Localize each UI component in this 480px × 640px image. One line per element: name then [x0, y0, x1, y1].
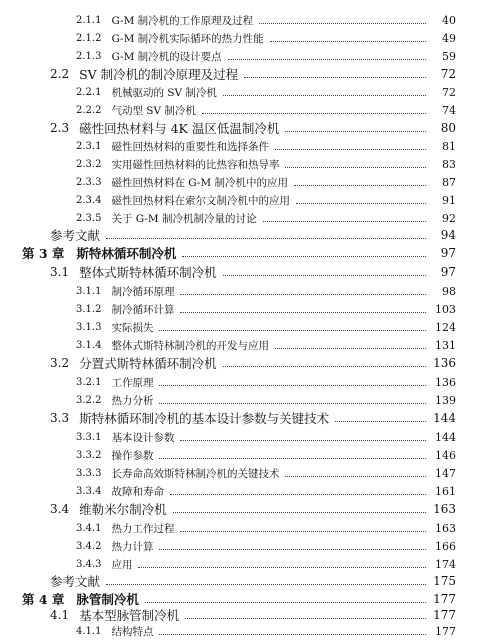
- toc-entry[interactable]: [0, 519, 480, 537]
- toc-entry[interactable]: [0, 101, 480, 119]
- toc-entry-page: 139: [435, 393, 456, 407]
- toc-section-title: 整体式斯特林循环制冷机: [79, 265, 217, 280]
- toc-entry-title: 应用: [111, 558, 133, 571]
- toc-entry[interactable]: [0, 446, 480, 464]
- toc-entry-number: 2.2.2: [76, 104, 102, 116]
- toc-entry-page: 92: [442, 211, 456, 225]
- dot-leader: [275, 347, 426, 349]
- toc-entry-page: 163: [435, 521, 456, 535]
- dot-leader: [185, 617, 426, 619]
- toc-entry-page: 49: [442, 31, 456, 45]
- toc-section-number: 3.3: [50, 411, 70, 425]
- toc-section-number: 3.2: [50, 356, 70, 370]
- toc-entry[interactable]: [0, 29, 480, 47]
- dot-leader: [173, 511, 426, 513]
- toc-entry-title: 热力计算: [111, 540, 154, 553]
- toc-entry-page: 124: [435, 320, 456, 334]
- toc-references[interactable]: [0, 226, 480, 244]
- toc-section-number: 2.3: [50, 121, 70, 135]
- toc-entry-number: 2.2.1: [76, 86, 102, 98]
- toc-entry[interactable]: [0, 282, 480, 300]
- toc-entry-title: 工作原理: [111, 376, 154, 389]
- toc-entry-title: 热力工作过程: [111, 522, 175, 535]
- toc-entry-page: 103: [435, 302, 456, 316]
- toc-entry[interactable]: [0, 137, 480, 155]
- dot-leader: [294, 184, 426, 186]
- toc-section-number: 3.1: [50, 265, 70, 279]
- toc-entry-title: 实用磁性回热材料的比热容和热导率: [111, 158, 280, 171]
- toc-entry-number: 2.3.4: [76, 194, 102, 206]
- toc-entry-page: 166: [435, 539, 456, 553]
- toc-entry-number: 2.1.2: [76, 32, 102, 44]
- toc-entry-number: 3.1.2: [76, 303, 102, 315]
- toc-entry[interactable]: [0, 428, 480, 446]
- toc-chapter-page: 97: [440, 246, 456, 260]
- toc-entry-number: 3.4.3: [76, 558, 102, 570]
- toc-references-title: 参考文献: [50, 228, 101, 243]
- dot-leader: [202, 112, 426, 114]
- dot-leader: [159, 633, 426, 635]
- toc-entry-number: 3.3.1: [76, 431, 102, 443]
- toc-entry[interactable]: [0, 482, 480, 500]
- toc-entry-page: 98: [442, 284, 456, 298]
- dot-leader: [159, 548, 426, 550]
- toc-entry-number: 2.1.3: [76, 50, 102, 62]
- toc-entry-number: 2.3.2: [76, 158, 102, 170]
- toc-entry-page: 87: [442, 175, 456, 189]
- dot-leader: [244, 76, 426, 78]
- dot-leader: [259, 22, 426, 24]
- toc-entry[interactable]: [0, 622, 480, 640]
- dot-leader: [180, 530, 426, 532]
- toc-entry[interactable]: [0, 191, 480, 209]
- toc-section[interactable]: [0, 409, 480, 427]
- toc-entry-title: 热力分析: [111, 394, 154, 407]
- toc-entry[interactable]: [0, 47, 480, 65]
- toc-entry-title: G-M 制冷机的工作原理及过程: [111, 14, 254, 27]
- toc-section-title: 基本型脉管制冷机: [79, 608, 180, 623]
- toc-entry[interactable]: [0, 83, 480, 101]
- toc-entry-number: 3.3.2: [76, 449, 102, 461]
- dot-leader: [335, 420, 426, 422]
- dot-leader: [180, 293, 426, 295]
- toc-entry[interactable]: [0, 336, 480, 354]
- toc-entry-page: 136: [435, 375, 456, 389]
- toc-chapter-number: 第 4 章: [22, 592, 65, 607]
- toc-section-number: 2.2: [50, 67, 70, 81]
- toc-section-title: 分置式斯特林循环制冷机: [79, 356, 217, 371]
- toc-entry-page: 91: [442, 193, 456, 207]
- toc-entry-number: 3.4.1: [76, 522, 102, 534]
- dot-leader: [285, 475, 426, 477]
- toc-entry-page: 144: [435, 430, 456, 444]
- toc-references[interactable]: [0, 572, 480, 590]
- toc-entry-title: 制冷循环计算: [111, 303, 175, 316]
- toc-entry-number: 3.2.2: [76, 394, 102, 406]
- dot-leader: [223, 94, 426, 96]
- toc-entry-page: 177: [435, 624, 456, 638]
- toc-entry-page: 81: [442, 139, 456, 153]
- toc-entry-page: 40: [442, 13, 456, 27]
- toc-entry[interactable]: [0, 555, 480, 573]
- toc-entry-number: 2.3.1: [76, 140, 102, 152]
- toc-entry[interactable]: [0, 373, 480, 391]
- toc-entry-number: 2.3.3: [76, 176, 102, 188]
- dot-leader: [159, 457, 426, 459]
- toc-section-number: 3.4: [50, 502, 70, 516]
- toc-references-page: 94: [440, 228, 456, 242]
- toc-entry-page: 161: [435, 484, 456, 498]
- toc-entry-number: 3.2.1: [76, 376, 102, 388]
- toc-entry-number: 4.1.1: [76, 625, 102, 637]
- toc-entry-title: 结构特点: [111, 625, 154, 638]
- dot-leader: [180, 439, 426, 441]
- toc-section[interactable]: [0, 354, 480, 372]
- dot-leader: [138, 566, 426, 568]
- toc-section[interactable]: [0, 119, 480, 137]
- dot-leader: [159, 329, 426, 331]
- toc-entry-page: 174: [435, 557, 456, 571]
- dot-leader: [296, 202, 426, 204]
- toc-references-title: 参考文献: [50, 574, 101, 589]
- toc-entry-title: 磁性回热材料在索尔文制冷机中的应用: [111, 194, 290, 207]
- toc-chapter[interactable]: [0, 244, 480, 262]
- toc-entry-title: 长寿命高效斯特林制冷机的关键技术: [111, 467, 280, 480]
- toc-entry-page: 74: [442, 103, 456, 117]
- dot-leader: [170, 493, 426, 495]
- toc-entry-page: 72: [442, 85, 456, 99]
- dot-leader: [275, 148, 426, 150]
- toc-entry[interactable]: [0, 318, 480, 336]
- toc-section-number: 4.1: [50, 608, 70, 622]
- toc-entry[interactable]: [0, 391, 480, 409]
- toc-section-title: SV 制冷机的制冷原理及过程: [79, 67, 239, 82]
- toc-entry-number: 2.1.1: [76, 14, 102, 26]
- toc-section-title: 斯特林循环制冷机的基本设计参数与关键技术: [79, 411, 330, 426]
- toc-chapter-title: 脉管制冷机: [76, 592, 139, 607]
- dot-leader: [223, 365, 426, 367]
- toc-entry-page: 147: [435, 466, 456, 480]
- toc-section-title: 维勒米尔制冷机: [79, 502, 167, 517]
- toc-entry-title: G-M 制冷机的设计要点: [111, 50, 222, 63]
- dot-leader: [182, 255, 426, 257]
- toc-entry[interactable]: [0, 537, 480, 555]
- toc-entry-title: 实际损失: [111, 321, 154, 334]
- toc-entry-title: 整体式斯特林制冷机的开发与应用: [111, 339, 269, 352]
- toc-entry-title: 操作参数: [111, 449, 154, 462]
- dot-leader: [180, 311, 426, 313]
- dot-leader: [159, 384, 426, 386]
- toc-entry-number: 2.3.5: [76, 212, 102, 224]
- toc-entry-title: G-M 制冷机实际循环的热力性能: [111, 32, 264, 45]
- toc-entry-number: 3.3.3: [76, 467, 102, 479]
- dot-leader: [106, 583, 426, 585]
- toc-chapter-page: 177: [433, 592, 456, 606]
- dot-leader: [285, 130, 426, 132]
- toc-entry-page: 146: [435, 448, 456, 462]
- toc-entry-title: 关于 G-M 制冷机制冷量的讨论: [111, 212, 257, 225]
- toc-entry[interactable]: [0, 300, 480, 318]
- toc-section-title: 磁性回热材料与 4K 温区低温制冷机: [79, 121, 280, 136]
- toc-entry-number: 3.3.4: [76, 485, 102, 497]
- dot-leader: [228, 58, 426, 60]
- dot-leader: [159, 402, 426, 404]
- toc-entry-title: 气动型 SV 制冷机: [111, 104, 196, 117]
- toc-entry-title: 基本设计参数: [111, 431, 175, 444]
- toc-entry-page: 59: [442, 49, 456, 63]
- toc-chapter-title: 斯特林循环制冷机: [76, 246, 177, 261]
- dot-leader: [145, 601, 426, 603]
- toc-entry-title: 磁性回热材料的重要性和选择条件: [111, 140, 269, 153]
- dot-leader: [106, 237, 426, 239]
- toc-chapter-number: 第 3 章: [22, 246, 65, 261]
- toc-section-page: 163: [433, 502, 456, 516]
- toc-entry[interactable]: [0, 11, 480, 29]
- toc-entry[interactable]: [0, 155, 480, 173]
- toc-section-page: 136: [433, 356, 456, 370]
- dot-leader: [270, 40, 426, 42]
- dot-leader: [285, 166, 426, 168]
- toc-entry-number: 3.1.1: [76, 285, 102, 297]
- toc-section[interactable]: [0, 263, 480, 281]
- toc-section-page: 97: [440, 265, 456, 279]
- toc-entry[interactable]: [0, 464, 480, 482]
- toc-entry-number: 3.4.2: [76, 540, 102, 552]
- toc-entry-title: 机械驱动的 SV 制冷机: [111, 86, 217, 99]
- dot-leader: [263, 220, 426, 222]
- toc-section-page: 144: [433, 411, 456, 425]
- toc-references-page: 175: [433, 574, 456, 588]
- toc-entry-title: 制冷循环原理: [111, 285, 175, 298]
- toc-entry-title: 故障和寿命: [111, 485, 164, 498]
- toc-section[interactable]: [0, 500, 480, 518]
- toc-entry-number: 3.1.3: [76, 321, 102, 333]
- toc-entry-page: 83: [442, 157, 456, 171]
- toc-section-page: 177: [433, 608, 456, 622]
- dot-leader: [223, 274, 426, 276]
- toc-section-page: 80: [440, 121, 456, 135]
- toc-entry[interactable]: [0, 209, 480, 227]
- toc-entry-number: 3.1.4: [76, 339, 102, 351]
- toc-section[interactable]: [0, 65, 480, 83]
- toc-entry-page: 131: [435, 338, 456, 352]
- toc-entry-title: 磁性回热材料在 G-M 制冷机中的应用: [111, 176, 289, 189]
- toc-section-page: 72: [440, 67, 456, 81]
- toc-entry[interactable]: [0, 173, 480, 191]
